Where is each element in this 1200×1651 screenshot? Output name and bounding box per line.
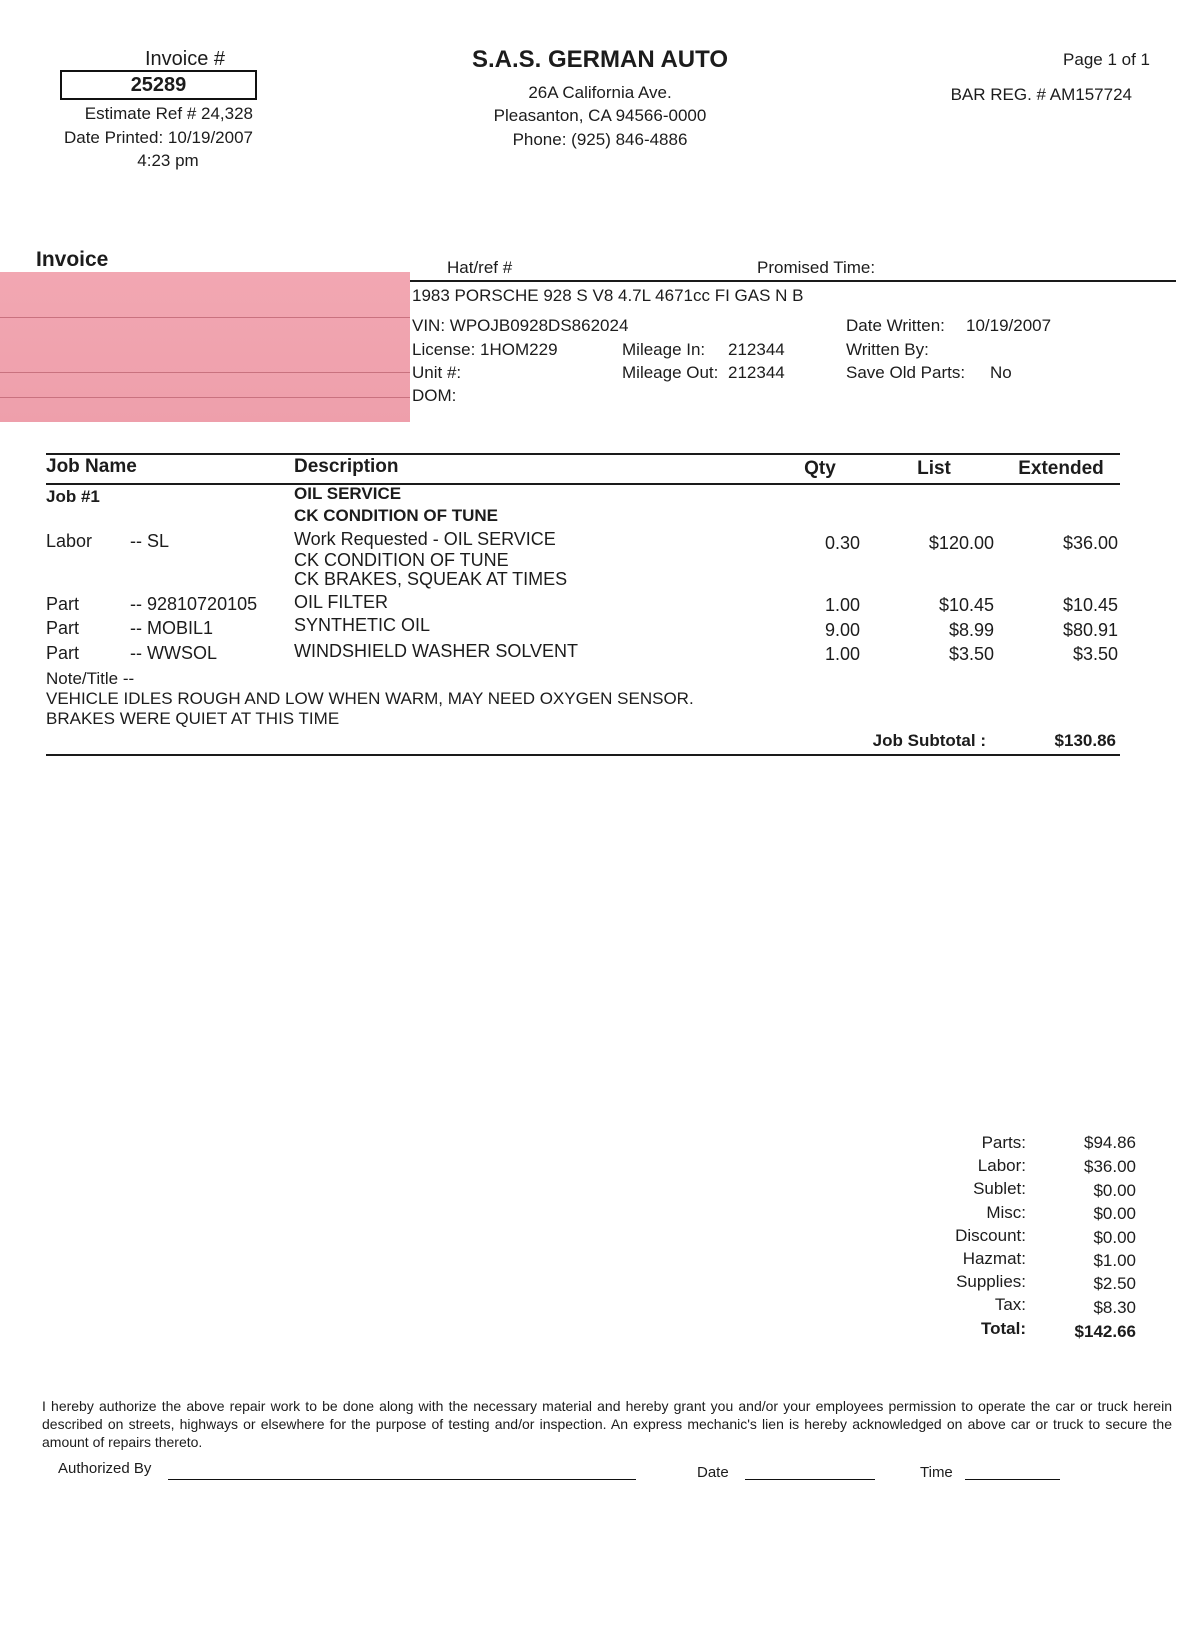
date-written-value: 10/19/2007 bbox=[966, 316, 1052, 335]
section-title: Invoice bbox=[36, 248, 109, 271]
totals-label: Supplies: bbox=[956, 1272, 1026, 1291]
page-indicator: Page 1 of 1 bbox=[1063, 50, 1150, 69]
grand-total-label: Total: bbox=[980, 1319, 1026, 1338]
date-printed: Date Printed: 10/19/2007 bbox=[63, 128, 253, 147]
row-type: Part bbox=[46, 594, 80, 614]
invoice-number: 25289 bbox=[60, 70, 257, 100]
col-header-extended: Extended bbox=[1018, 458, 1104, 479]
note-line: BRAKES WERE QUIET AT THIS TIME bbox=[46, 709, 340, 728]
save-old-parts-value: No bbox=[990, 363, 1012, 382]
table-top-rule bbox=[46, 453, 1120, 455]
shop-name: S.A.S. GERMAN AUTO bbox=[471, 46, 729, 73]
vehicle-vin: VIN: WPOJB0928DS862024 bbox=[412, 316, 629, 335]
row-list: $120.00 bbox=[928, 533, 994, 553]
vehicle-unit: Unit #: bbox=[412, 363, 462, 382]
totals-label: Sublet: bbox=[973, 1179, 1026, 1198]
totals-value: $94.86 bbox=[1084, 1133, 1136, 1152]
mileage-out-label: Mileage Out: bbox=[622, 363, 719, 382]
vehicle-license: License: 1HOM229 bbox=[412, 340, 558, 359]
time-signature-line[interactable] bbox=[965, 1479, 1060, 1480]
totals-value: $36.00 bbox=[1084, 1157, 1136, 1176]
mileage-out-value: 212344 bbox=[728, 363, 785, 382]
row-description: OIL FILTER bbox=[294, 592, 389, 612]
totals-label: Discount: bbox=[955, 1226, 1026, 1245]
totals-label: Misc: bbox=[986, 1203, 1026, 1222]
date-written-label: Date Written: bbox=[846, 316, 945, 335]
col-header-qty: Qty bbox=[804, 458, 836, 479]
totals-label: Labor: bbox=[977, 1156, 1026, 1175]
table-bottom-rule bbox=[46, 754, 1120, 756]
job-title-line1: OIL SERVICE bbox=[294, 484, 402, 503]
mileage-in-value: 212344 bbox=[728, 340, 785, 359]
totals-value: $1.00 bbox=[1093, 1251, 1136, 1270]
mileage-in-label: Mileage In: bbox=[622, 340, 706, 359]
totals-label: Tax: bbox=[994, 1295, 1026, 1314]
redaction-streak bbox=[0, 397, 410, 398]
authorization-statement: I hereby authorize the above repair work to be done along with the necessary material and hereby grant you and/or your employees permission to operate the car or truck herein described on streets, highways or elsewhere for the purpose of testing and/or inspection. An express mechanic's lien is hereby acknowledged on above car or truck to secure the amount of repairs thereto. bbox=[42, 1398, 1172, 1450]
col-header-list: List bbox=[917, 458, 951, 479]
row-qty: 0.30 bbox=[824, 533, 860, 553]
authorized-by-signature-line[interactable] bbox=[168, 1479, 636, 1480]
totals-label: Hazmat: bbox=[962, 1249, 1026, 1268]
note-label: Note/Title -- bbox=[46, 669, 135, 688]
save-old-parts-label: Save Old Parts: bbox=[846, 363, 966, 382]
job-subtotal-label: Job Subtotal : bbox=[872, 731, 986, 750]
row-code: -- SL bbox=[130, 531, 170, 551]
vehicle-dom: DOM: bbox=[412, 386, 457, 405]
row-qty: 1.00 bbox=[824, 644, 860, 664]
totals-label: Parts: bbox=[981, 1133, 1026, 1152]
note-line: VEHICLE IDLES ROUGH AND LOW WHEN WARM, MAY NEED OXYGEN SENSOR. bbox=[46, 689, 694, 708]
job-name: Job #1 bbox=[46, 487, 100, 506]
labor-detail-line: CK BRAKES, SQUEAK AT TIMES bbox=[294, 569, 568, 589]
vehicle-description: 1983 PORSCHE 928 S V8 4.7L 4671cc FI GAS N B bbox=[412, 286, 804, 305]
row-type: Part bbox=[46, 618, 80, 638]
row-list: $10.45 bbox=[938, 595, 994, 615]
row-type: Part bbox=[46, 643, 80, 663]
grand-total-value: $142.66 bbox=[1074, 1322, 1136, 1341]
redacted-customer-info bbox=[0, 272, 410, 422]
col-header-job-name: Job Name bbox=[46, 456, 137, 477]
row-list: $8.99 bbox=[948, 620, 994, 640]
invoice-number-label: Invoice # bbox=[144, 48, 226, 70]
totals-value: $2.50 bbox=[1093, 1274, 1136, 1293]
row-extended: $80.91 bbox=[1062, 620, 1118, 640]
row-extended: $10.45 bbox=[1062, 595, 1118, 615]
date-signature-line[interactable] bbox=[745, 1479, 875, 1480]
row-list: $3.50 bbox=[948, 644, 994, 664]
bar-reg-number: BAR REG. # AM157724 bbox=[950, 85, 1132, 104]
time-label: Time bbox=[920, 1464, 953, 1481]
redaction-streak bbox=[0, 372, 410, 373]
date-label: Date bbox=[697, 1464, 729, 1481]
estimate-ref: Estimate Ref # 24,328 bbox=[84, 104, 253, 123]
written-by-label: Written By: bbox=[846, 340, 929, 359]
totals-value: $8.30 bbox=[1093, 1298, 1136, 1317]
row-extended: $36.00 bbox=[1062, 533, 1118, 553]
job-title-line2: CK CONDITION OF TUNE bbox=[294, 506, 498, 525]
row-code: -- MOBIL1 bbox=[130, 618, 214, 638]
row-type: Labor bbox=[46, 531, 93, 551]
row-extended: $3.50 bbox=[1072, 644, 1118, 664]
shop-address-line1: 26A California Ave. bbox=[528, 83, 672, 102]
authorized-by-label: Authorized By bbox=[58, 1460, 152, 1477]
redaction-streak bbox=[0, 317, 410, 318]
table-header-rule bbox=[46, 483, 1120, 485]
row-qty: 1.00 bbox=[824, 595, 860, 615]
row-code: -- WWSOL bbox=[130, 643, 217, 663]
row-qty: 9.00 bbox=[824, 620, 860, 640]
row-code: -- 92810720105 bbox=[130, 594, 258, 614]
promised-time-label: Promised Time: bbox=[757, 258, 876, 277]
totals-value: $0.00 bbox=[1093, 1228, 1136, 1247]
labor-detail-line: CK CONDITION OF TUNE bbox=[294, 550, 509, 570]
time-printed: 4:23 pm bbox=[137, 151, 199, 170]
shop-phone: Phone: (925) 846-4886 bbox=[512, 130, 688, 149]
shop-address-line2: Pleasanton, CA 94566-0000 bbox=[493, 106, 707, 125]
col-header-description: Description bbox=[294, 456, 399, 477]
row-description: WINDSHIELD WASHER SOLVENT bbox=[294, 641, 579, 661]
job-subtotal-value: $130.86 bbox=[1054, 731, 1116, 750]
row-description: Work Requested - OIL SERVICE bbox=[294, 529, 556, 549]
row-description: SYNTHETIC OIL bbox=[294, 615, 431, 635]
totals-value: $0.00 bbox=[1093, 1204, 1136, 1223]
hatref-label: Hat/ref # bbox=[447, 258, 513, 277]
totals-value: $0.00 bbox=[1093, 1181, 1136, 1200]
